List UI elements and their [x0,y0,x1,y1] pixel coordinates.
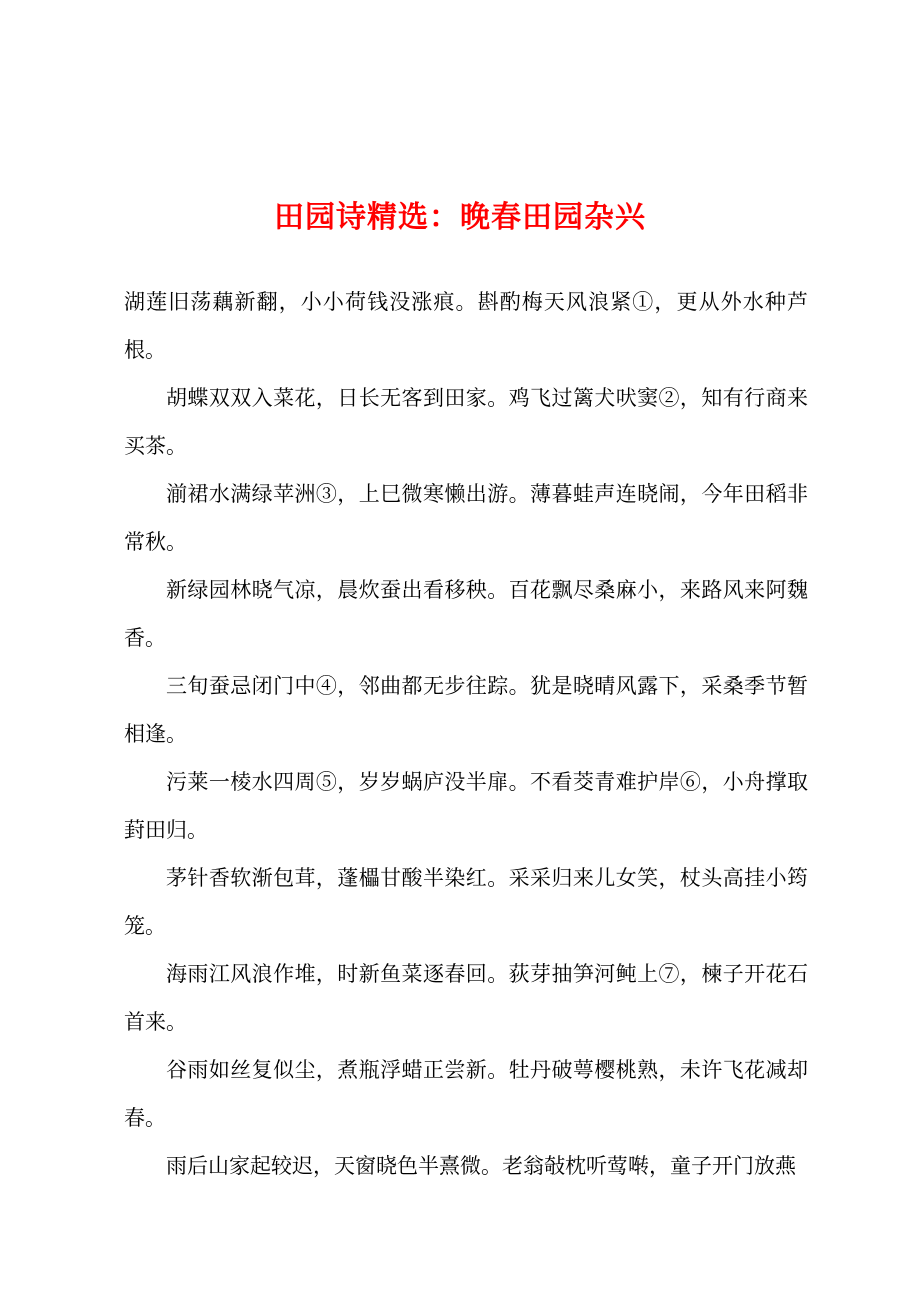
poem-paragraph: 湖莲旧荡藕新翻，小小荷钱没涨痕。斟酌梅天风浪紧①，更从外水种芦根。 [124,290,808,362]
poem-paragraph: 新绿园林晓气凉，晨炊蚕出看移秧。百花飘尽桑麻小，来路风来阿魏香。 [124,578,808,650]
poem-paragraph: 海雨江风浪作堆，时新鱼菜逐春回。荻芽抽笋河鲀上⑦，楝子开花石首来。 [124,962,808,1034]
poem-paragraph: 污莱一棱水四周⑤，岁岁蜗庐没半扉。不看茭青难护岸⑥，小舟撑取葑田归。 [124,770,808,842]
poem-paragraph: 茅针香软渐包茸，蓬櫑甘酸半染红。采采归来儿女笑，杖头高挂小筠笼。 [124,866,808,938]
poem-paragraph: 湔裙水满绿苹洲③，上巳微寒懒出游。薄暮蛙声连晓闹，今年田稻非常秋。 [124,482,808,554]
poem-paragraph: 三旬蚕忌闭门中④，邻曲都无步往踪。犹是晓晴风露下，采桑季节暂相逢。 [124,674,808,746]
document-body [124,278,808,1190]
document-title: 田园诗精选：晚春田园杂兴 [274,200,646,235]
poem-paragraph: 雨后山家起较迟，天窗晓色半熹微。老翁敧枕听莺啭，童子开门放燕 [166,1154,796,1178]
poem-paragraph: 胡蝶双双入菜花，日长无客到田家。鸡飞过篱犬吠窦②，知有行商来买茶。 [124,386,808,458]
poem-paragraph: 谷雨如丝复似尘，煮瓶浮蜡正尝新。牡丹破萼樱桃熟，未许飞花减却春。 [124,1058,808,1130]
